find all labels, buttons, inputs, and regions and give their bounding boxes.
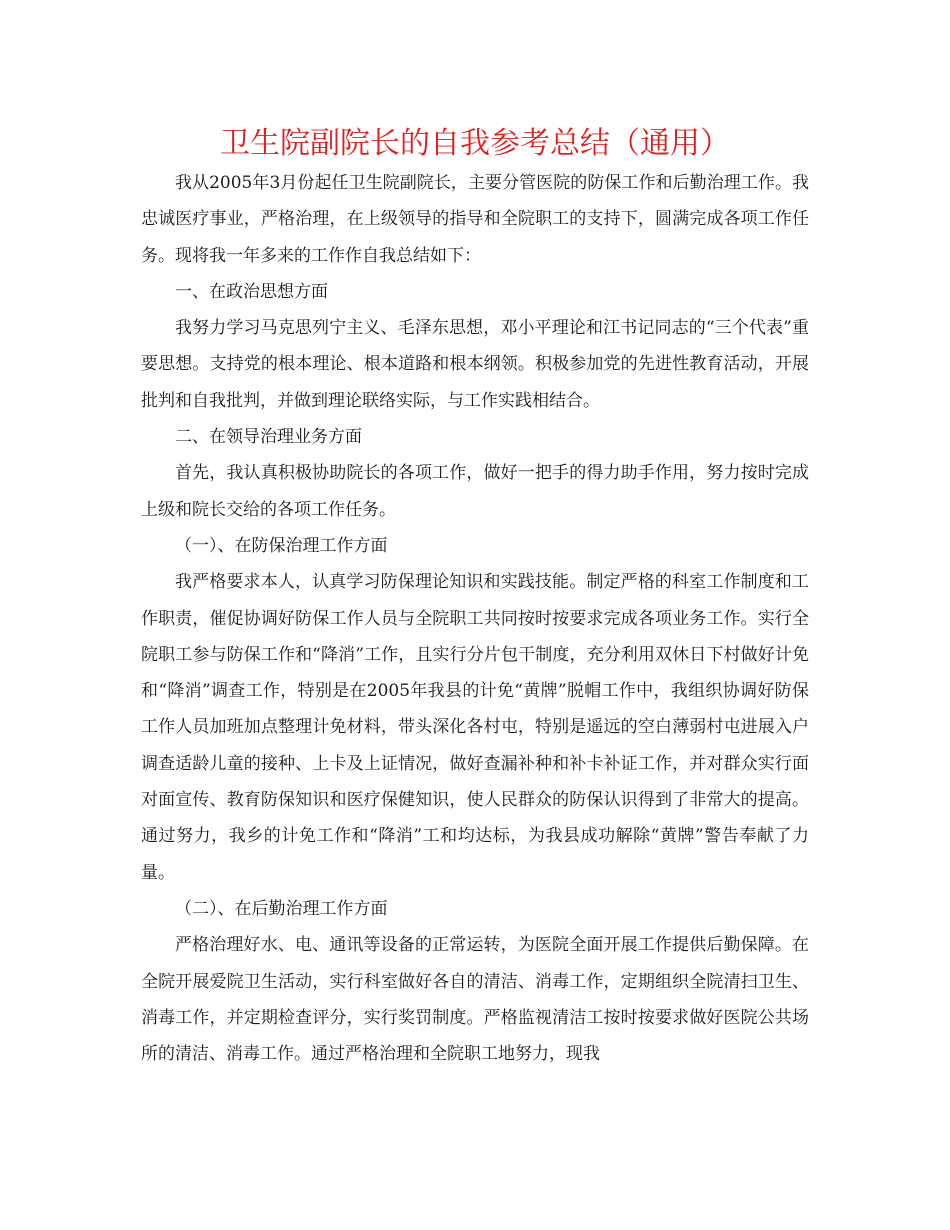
paragraph-political: 我努力学习马克思列宁主义、毛泽东思想，邓小平理论和江书记同志的“三个代表”重要思想。支持党的根本理论、根本道路和根本纲领。积极参加党的先进性教育活动，开展批判和自我批判，并做到理论联络实际，与工作实践相结合。 [141, 318, 809, 411]
subsection-heading-logistics: （二）、在后勤治理工作方面 [175, 898, 388, 919]
paragraph-intro: 我从2005年3月份起任卫生院副院长，主要分管医院的防保工作和后勤治理工作。我忠诚医疗事业，严格治理，在上级领导的指导和全院职工的支持下，圆满完成各项工作任务。现将我一年多来的工作作自我总结如下： [141, 173, 809, 266]
section-heading-political: 一、在政治思想方面 [175, 281, 328, 302]
paragraph-prevention: 我严格要求本人，认真学习防保理论知识和实践技能。制定严格的科室工作制度和工作职责，催促协调好防保工作人员与全院职工共同按时按要求完成各项业务工作。实行全院职工参与防保工作和“降消”工作，且实行分片包干制度，充分利用双休日下村做好计免和“降消”调查工作，特别是在2005年我县的计免“黄牌”脱帽工作中，我组织协调好防保工作人员加班加点整理计免材料，带头深化各村屯，特别是遥远的空白薄弱村屯进展入户调查适龄儿童的接种、上卡及上证情况，做好查漏补种和补卡补证工作，并对群众实行面对面宣传、教育防保知识和医疗保健知识，使人民群众的防保认识得到了非常大的提高。通过努力，我乡的计免工作和“降消”工和均达标，为我县成功解除“黄牌”警告奉献了力量。 [141, 572, 809, 883]
paragraph-management: 首先，我认真积极协助院长的各项工作，做好一把手的得力助手作用，努力按时完成上级和院长交给的各项工作任务。 [141, 463, 809, 520]
subsection-heading-prevention: （一）、在防保治理工作方面 [175, 535, 388, 556]
document-title: 卫生院副院长的自我参考总结（通用） [220, 126, 730, 161]
section-heading-management: 二、在领导治理业务方面 [175, 427, 362, 448]
document-body [141, 165, 809, 1072]
paragraph-logistics: 严格治理好水、电、通讯等设备的正常运转，为医院全面开展工作提供后勤保障。在全院开展爱院卫生活动，实行科室做好各自的清洁、消毒工作，定期组织全院清扫卫生、消毒工作，并定期检查评分，实行奖罚制度。严格监视清洁工按时按要求做好医院公共场所的清洁、消毒工作。通过严格治理和全院职工地努力，现我 [141, 935, 809, 1065]
